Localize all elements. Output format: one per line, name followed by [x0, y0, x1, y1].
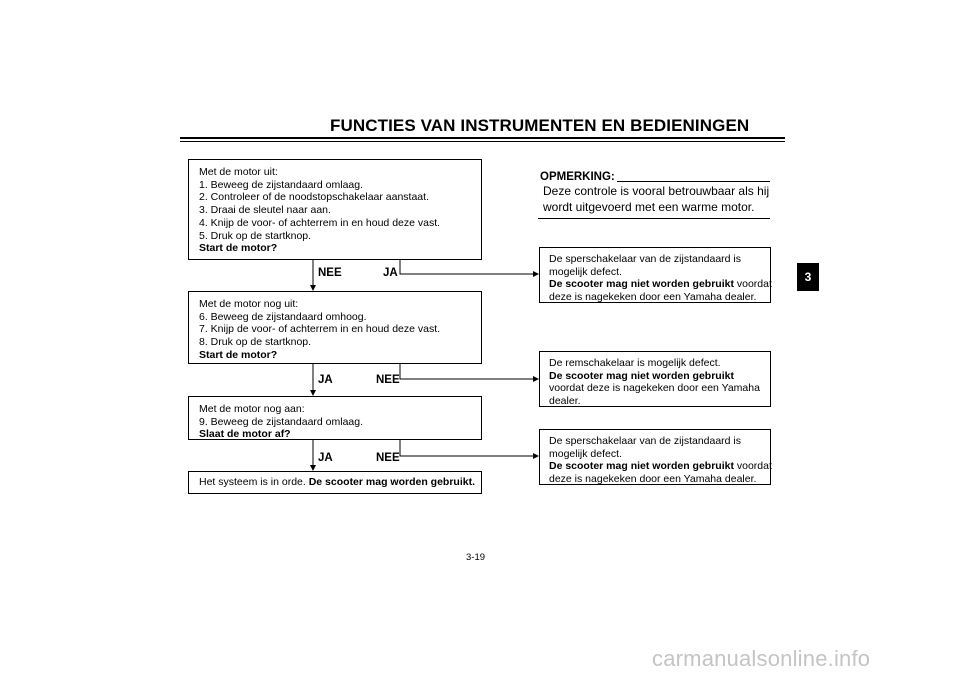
- note-heading-rule: [617, 181, 770, 182]
- note-body: [543, 184, 769, 215]
- flow-box-step-3: [188, 396, 482, 440]
- box3-question: Slaat de motor af?: [199, 428, 291, 441]
- branch2-down-label: JA: [318, 374, 333, 386]
- arrow-box3-to-result3: [400, 440, 538, 456]
- result-box-3: [539, 429, 771, 485]
- r2-line-3: voordat deze is nagekeken door een Yamaha: [549, 382, 760, 395]
- branch3-right-label: NEE: [376, 452, 400, 464]
- box1-line-4: 3. Draai de sleutel naar aan.: [199, 204, 331, 217]
- flow-box-step-1: [188, 159, 482, 260]
- watermark: carmanualsonline.info: [652, 646, 871, 671]
- r3-bold: De scooter mag niet worden gebruikt: [549, 460, 734, 473]
- r2-line-4: dealer.: [549, 395, 581, 408]
- arrow-box1-to-result1: [400, 260, 538, 274]
- note-bottom-rule: [538, 218, 770, 219]
- page-title: FUNCTIES VAN INSTRUMENTEN EN BEDIENINGEN: [330, 116, 750, 135]
- note-line-2: wordt uitgevoerd met een warme motor.: [543, 199, 755, 214]
- r3-line-2: mogelijk defect.: [549, 447, 622, 460]
- r3-line-4: deze is nagekeken door een Yamaha dealer.: [549, 473, 757, 486]
- box1-line-1: Met de motor uit:: [199, 166, 278, 178]
- box1-line-6: 5. Druk op de startknop.: [199, 229, 312, 242]
- r1-bold: De scooter mag niet worden gebruikt: [549, 278, 734, 291]
- box2-line-3: 7. Knijp de voor- of achterrem in en houd deze vast.: [199, 323, 441, 336]
- box1-question: Start de motor?: [199, 242, 278, 255]
- r1-after-bold: voordat: [736, 278, 772, 291]
- r3-after-bold: voordat: [736, 460, 772, 473]
- note-line-1: Deze controle is vooral betrouwbaar als hij: [543, 184, 770, 198]
- box3-line-1: Met de motor nog aan:: [199, 403, 305, 415]
- branch1-right-label: JA: [383, 267, 398, 279]
- box1-line-3: 2. Controleer of de noodstopschakelaar aanstaat.: [199, 191, 429, 204]
- box1-line-5: 4. Knijp de voor- of achterrem in en houd deze vast.: [199, 216, 441, 229]
- branch3-down-label: JA: [318, 452, 333, 464]
- box1-line-2: 1. Beweeg de zijstandaard omlaag.: [199, 178, 364, 191]
- branch1-down-label: NEE: [318, 267, 342, 279]
- r1-line-4: deze is nagekeken door een Yamaha dealer.: [549, 291, 757, 304]
- branch2-right-label: NEE: [376, 374, 400, 386]
- box2-line-1: Met de motor nog uit:: [199, 298, 299, 310]
- box2-line-2: 6. Beweeg de zijstandaard omhoog.: [199, 310, 367, 323]
- flow-box-step-2: [188, 291, 482, 364]
- result-box-2: [539, 351, 771, 407]
- box2-line-4: 8. Druk op de startknop.: [199, 336, 312, 349]
- box4-bold: De scooter mag worden gebruikt.: [308, 476, 476, 488]
- r1-line-2: mogelijk defect.: [549, 265, 622, 278]
- box4-text: Het systeem is in orde.: [199, 476, 306, 488]
- result-box-1: [539, 247, 771, 303]
- r2-line-1: De remschakelaar is mogelijk defect.: [549, 357, 721, 369]
- r3-line-1: De sperschakelaar van de zijstandaard is: [549, 435, 742, 447]
- box2-question: Start de motor?: [199, 348, 278, 361]
- note-heading: OPMERKING:: [540, 171, 615, 183]
- flow-box-result-ok: [188, 471, 482, 494]
- chapter-tab: 3: [797, 263, 819, 291]
- r2-bold: De scooter mag niet worden gebruikt: [549, 369, 734, 382]
- box3-line-2: 9. Beweeg de zijstandaard omlaag.: [199, 415, 364, 428]
- page-number: 3-19: [466, 552, 486, 563]
- arrow-box2-to-result2: [400, 364, 538, 379]
- r1-line-1: De sperschakelaar van de zijstandaard is: [549, 253, 742, 265]
